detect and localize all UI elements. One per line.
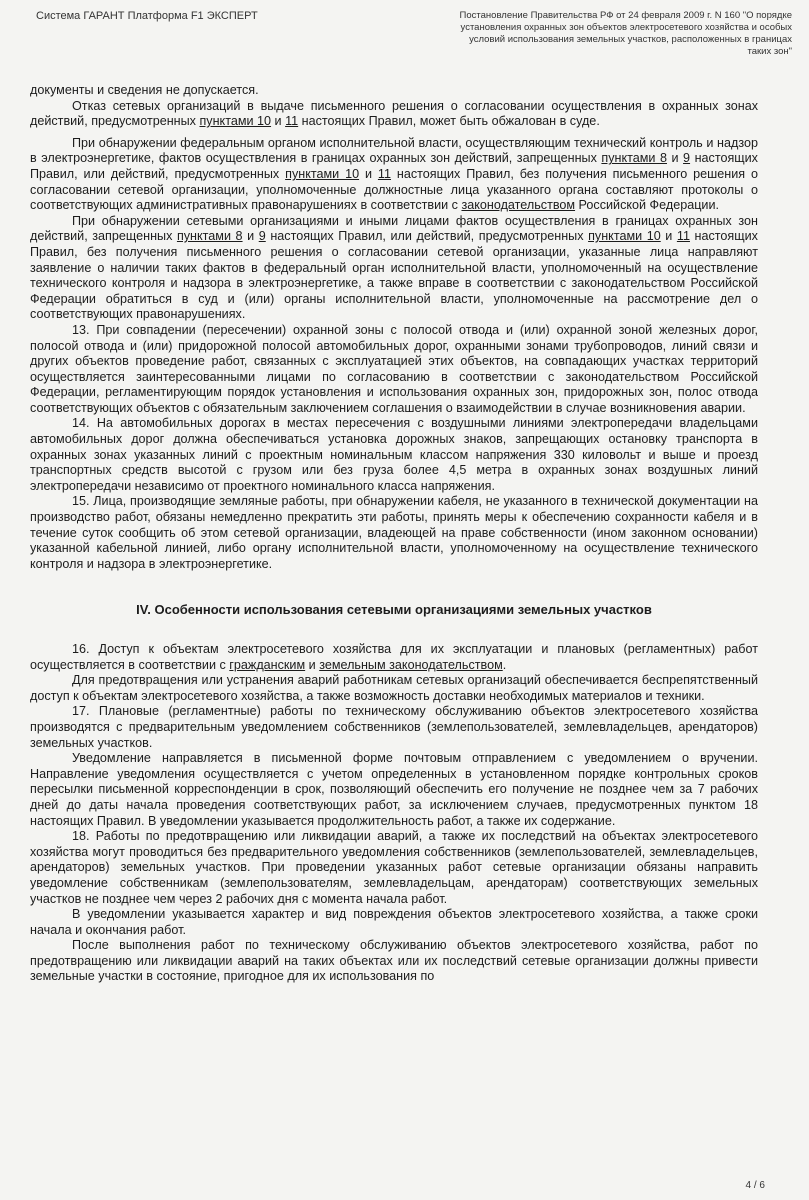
text: и <box>242 229 259 244</box>
text: настоящих Правил, может быть обжалован в суде. <box>298 114 600 129</box>
link-point-10[interactable]: пунктами 10 <box>588 229 661 244</box>
paragraph-network-organizations <box>30 214 758 323</box>
text: При обнаружении федеральным органом исполнительной власти, осуществляющим технический контроль и надзор в электроэнергетике, фактов осуществления в границах охранных зон действий, запрещенных <box>30 135 758 166</box>
text: и <box>305 657 320 672</box>
paragraph-16-b: Для предотвращения или устранения аварий работникам сетевых организаций обеспечивается беспрепятственный доступ к объектам электросетевого хозяйства, а также возможность доставки необходимых материалов и техники. <box>30 673 758 703</box>
paragraph-16 <box>30 642 758 673</box>
link-civil-legislation[interactable]: гражданским <box>229 657 306 672</box>
text: Отказ сетевых организаций в выдаче письменного решения о согласовании осуществления в охранных зонах действий, предусмотренных <box>30 98 758 129</box>
link-point-8[interactable]: пунктами 8 <box>176 229 243 244</box>
text: настоящих Правил, или действий, предусмотренных <box>265 229 589 244</box>
document-body <box>30 83 758 985</box>
text: настоящих Правил, без получения письменного решения о согласовании сетевой организации, уполномоченные должностные лица указанного органа составляют протоколы о соответствующих административных правонарушениях в соответствии с <box>30 166 758 213</box>
text: и <box>666 151 684 166</box>
paragraph-federal-control <box>30 136 758 214</box>
paragraph-14: 14. На автомобильных дорогах в местах пересечения с воздушными линиями электропередачи владельцами автомобильных дорог должна обеспечиваться установка дорожных знаков, запрещающих остановку транспорта в охранных зонах указанных линий с проектным номинальным классом напряжения 330 киловольт и выше и проезд транспортных средств высотой с грузом или без груза более 4,5 метра в охранных зонах воздушных линий электропередачи независимо от проектного номинального класса напряжения. <box>30 416 758 493</box>
text: настоящих Правил, без получения письменного решения о согласовании сетевой организации, указанные лица направляют заявление о наличии таких фактов в федеральный орган исполнительной власти, уполномоченный на осуществление технического контроля и надзора в электроэнергетике, а также вправе в соответствии с законодательством Российской Федерации обратиться в суд и (или) органы исполнительной власти, уполномоченные на рассмотрение дел о соответствующих правонарушениях. <box>30 229 758 322</box>
paragraph-15: 15. Лица, производящие земляные работы, при обнаружении кабеля, не указанного в технической документации на производство работ, обязаны немедленно прекратить эти работы, принять меры к обеспечению сохранности кабеля и в течение суток сообщить об этом сетевой организации, владеющей на праве собственности (ином законном основании) указанной кабельной линией, либо органу исполнительной власти, уполномоченному на осуществление технического контроля и надзора в электроэнергетике. <box>30 494 758 571</box>
document-reference-line: установления охранных зон объектов электросетевого хозяйства и особых <box>460 22 792 33</box>
link-point-9[interactable]: 9 <box>683 151 691 166</box>
system-title: Система ГАРАНТ Платформа F1 ЭКСПЕРТ <box>36 10 258 22</box>
document-reference-line: таких зон" <box>747 46 792 57</box>
paragraph-appeal <box>30 99 758 130</box>
document-reference-line: Постановление Правительства РФ от 24 февраля 2009 г. N 160 "О порядке <box>459 10 792 21</box>
paragraph-18-b: В уведомлении указывается характер и вид повреждения объектов электросетевого хозяйства, а также сроки начала и окончания работ. <box>30 907 758 937</box>
link-point-8[interactable]: пунктами 8 <box>601 151 667 166</box>
paragraph-17: 17. Плановые (регламентные) работы по техническому обслуживанию объектов электросетевого хозяйства производятся с предварительным уведомлением собственников (землепользователей, землевладельцев, арендаторов) земельных участков. <box>30 704 758 750</box>
text: и <box>359 166 378 181</box>
text: . <box>502 657 507 672</box>
text: Российской Федерации. <box>575 198 720 213</box>
paragraph-17-b: Уведомление направляется в письменной форме почтовым отправлением с уведомлением о вручении. Направление уведомления осуществляется с учетом определенных в установленном порядке контрольных сроков пересылки письменной корреспонденции в срок, позволяющий обеспечить его получение не позднее чем за 7 рабочих дней до даты начала проведения соответствующих работ, за исключением случаев, предусмотренных пунктом 18 настоящих Правил. В уведомлении указывается продолжительность работ, а также их содержание. <box>30 751 758 828</box>
paragraph-after-works: После выполнения работ по техническому обслуживанию объектов электросетевого хозяйства, работ по предотвращению или ликвидации аварий на таких объектах или их последствий сетевые организации должны привести земельные участки в состояние, пригодное для их использования по <box>30 938 758 984</box>
paragraph-13: 13. При совпадении (пересечении) охранной зоны с полосой отвода и (или) охранной зоной железных дорог, полосой отвода и (или) придорожной полосой автомобильных дорог, охранными зонами трубопроводов, линий связи и других объектов проведение работ, связанных с эксплуатацией этих объектов, на совпадающих участках территорий осуществляется заинтересованными лицами по согласованию в соответствии с законодательством Российской Федерации, регламентирующим порядок установления и использования охранных зон, придорожных зон, полос отвода соответствующих объектов с обязательным заключением соглашения о взаимодействии в случае возникновения аварии. <box>30 322 758 415</box>
link-point-11[interactable]: 11 <box>377 166 391 181</box>
link-point-11[interactable]: 11 <box>676 229 690 244</box>
section-title: IV. Особенности использования сетевыми организациями земельных участков <box>136 602 652 618</box>
page-number: 4 / 6 <box>745 1180 765 1191</box>
text: и <box>271 114 286 129</box>
link-point-10[interactable]: пунктами 10 <box>199 114 272 129</box>
paragraph-continuation: документы и сведения не допускается. <box>30 83 259 97</box>
paragraph-18: 18. Работы по предотвращению или ликвидации аварий, а также их последствий на объектах электросетевого хозяйства могут проводиться без предварительного уведомления собственников (землепользователей, землевладельцев, арендаторов) земельных участков. При проведении указанных работ сетевые организации обязаны направить уведомление собственникам (землепользователям, землевладельцам, арендаторам) соответствующих земельных участков не позднее чем через 2 рабочих дня с момента начала работ. <box>30 829 758 906</box>
link-legislation[interactable]: законодательством <box>461 198 576 213</box>
document-reference-line: условий использования земельных участков, расположенных в границах <box>469 34 792 45</box>
link-point-9[interactable]: 9 <box>258 229 266 244</box>
link-land-legislation[interactable]: земельным законодательством <box>319 657 503 672</box>
document-reference <box>420 10 792 58</box>
text: настоящих Правил, или действий, предусмотренных <box>30 151 758 181</box>
text: 16. Доступ к объектам электросетевого хозяйства для их эксплуатации и плановых (регламентных) работ осуществляется в соответствии с <box>30 642 758 672</box>
text: и <box>660 229 677 244</box>
link-point-11[interactable]: 11 <box>285 114 299 129</box>
text: При обнаружении сетевыми организациями и иными лицами фактов осуществления в границах охранных зон действий, запрещенных <box>30 213 758 244</box>
link-point-10[interactable]: пунктами 10 <box>285 166 360 181</box>
